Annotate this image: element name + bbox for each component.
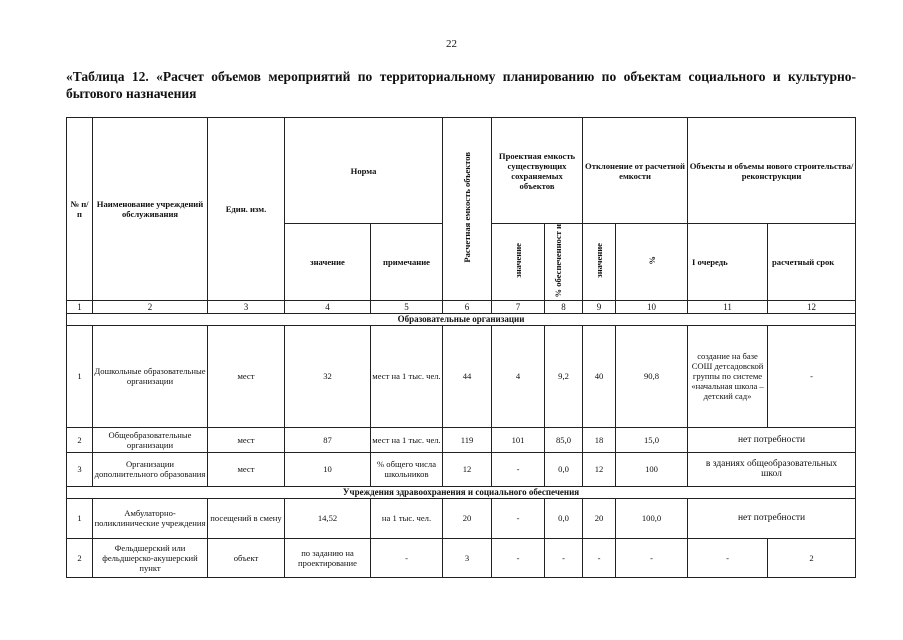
cell-num: 2 (67, 538, 93, 577)
column-number: 11 (688, 300, 768, 313)
cell-unit: мест (208, 325, 285, 427)
cell-calc-term: - (768, 325, 856, 427)
table-title: «Таблица 12. «Расчет объемов мероприятий по территориальному планированию по объектам социального и культурно-бытового назначения (66, 69, 856, 101)
header-calc-capacity: Расчетная емкость объектов (443, 118, 492, 301)
column-number: 4 (285, 300, 371, 313)
column-number: 12 (768, 300, 856, 313)
header-pc-value: значение (492, 224, 545, 301)
column-number: 7 (492, 300, 545, 313)
column-number: 10 (616, 300, 688, 313)
cell-pc-value: - (492, 452, 545, 486)
planning-table (66, 117, 856, 578)
cell-pc-value: - (492, 538, 545, 577)
cell-dev-value: - (583, 538, 616, 577)
cell-dev-value: 18 (583, 427, 616, 452)
cell-norm-note: мест на 1 тыс. чел. (371, 427, 443, 452)
header-norm-note: примечание (371, 224, 443, 301)
cell-norm-note: мест на 1 тыс. чел. (371, 325, 443, 427)
cell-num: 2 (67, 427, 93, 452)
column-number: 9 (583, 300, 616, 313)
cell-num: 1 (67, 498, 93, 538)
cell-pc-value: 4 (492, 325, 545, 427)
cell-name: Дошкольные образовательные организации (93, 325, 208, 427)
cell-pc-value: 101 (492, 427, 545, 452)
cell-calc: 20 (443, 498, 492, 538)
column-number: 2 (93, 300, 208, 313)
cell-pc-percent: 85,0 (545, 427, 583, 452)
header-num: № п/п (67, 118, 93, 301)
cell-dev-value: 12 (583, 452, 616, 486)
cell-norm-value: 10 (285, 452, 371, 486)
cell-calc: 12 (443, 452, 492, 486)
cell-merged: в зданиях общеобразовательных школ (688, 452, 856, 486)
cell-name: Организации дополнительного образования (93, 452, 208, 486)
header-deviation: Отклонение от расчетной емкости (583, 118, 688, 224)
column-number: 8 (545, 300, 583, 313)
header-first-stage: I очередь (688, 224, 768, 301)
cell-norm-value: 14,52 (285, 498, 371, 538)
cell-pc-percent: - (545, 538, 583, 577)
table-row (67, 452, 856, 486)
cell-dev-value: 40 (583, 325, 616, 427)
cell-norm-value: 87 (285, 427, 371, 452)
cell-unit: мест (208, 427, 285, 452)
cell-pc-value: - (492, 498, 545, 538)
section-title: Учреждения здравоохранения и социального обеспечения (67, 486, 856, 498)
table-row (67, 325, 856, 427)
cell-norm-value: по заданию на проектирование (285, 538, 371, 577)
cell-num: 3 (67, 452, 93, 486)
cell-norm-value: 32 (285, 325, 371, 427)
cell-unit: посещений в смену (208, 498, 285, 538)
cell-merged: нет потребности (688, 498, 856, 538)
header-unit: Един. изм. (208, 118, 285, 301)
cell-dev-value: 20 (583, 498, 616, 538)
cell-first-stage: создание на базе СОШ детсадовской группы по системе «начальная школа – детский сад» (688, 325, 768, 427)
cell-pc-percent: 0,0 (545, 498, 583, 538)
column-number: 3 (208, 300, 285, 313)
section-title: Образовательные организации (67, 313, 856, 325)
cell-norm-note: на 1 тыс. чел. (371, 498, 443, 538)
cell-pc-percent: 0,0 (545, 452, 583, 486)
table-row (67, 427, 856, 452)
cell-calc: 119 (443, 427, 492, 452)
cell-merged: нет потребности (688, 427, 856, 452)
table-row (67, 498, 856, 538)
cell-name: Общеобразовательные организации (93, 427, 208, 452)
cell-calc-term: 2 (768, 538, 856, 577)
header-project-capacity: Проектная емкость существующих сохраняемых объектов (492, 118, 583, 224)
header-row-1 (67, 118, 856, 224)
column-number: 6 (443, 300, 492, 313)
cell-first-stage: - (688, 538, 768, 577)
cell-name: Фельдшерский или фельдшерско-акушерский пункт (93, 538, 208, 577)
header-calc-term: расчетный срок (768, 224, 856, 301)
header-pc-percent: % обеспеченност и (545, 224, 583, 301)
cell-calc: 3 (443, 538, 492, 577)
cell-pc-percent: 9,2 (545, 325, 583, 427)
table-row (67, 538, 856, 577)
page-number: 22 (446, 38, 457, 50)
header-name: Наименование учреждений обслуживания (93, 118, 208, 301)
cell-num: 1 (67, 325, 93, 427)
header-dev-percent: % (616, 224, 688, 301)
cell-unit: мест (208, 452, 285, 486)
section-header-health (67, 486, 856, 498)
cell-norm-note: - (371, 538, 443, 577)
section-header-education (67, 313, 856, 325)
header-dev-value: значение (583, 224, 616, 301)
cell-calc: 44 (443, 325, 492, 427)
cell-name: Амбулаторно-поликлинические учреждения (93, 498, 208, 538)
column-number: 1 (67, 300, 93, 313)
cell-dev-percent: 90,8 (616, 325, 688, 427)
cell-dev-percent: - (616, 538, 688, 577)
header-norm-value: значение (285, 224, 371, 301)
cell-unit: объект (208, 538, 285, 577)
column-numbers-row (67, 300, 856, 313)
cell-dev-percent: 15,0 (616, 427, 688, 452)
header-new-objects: Объекты и объемы нового строительства/реконструкции (688, 118, 856, 224)
header-norm: Норма (285, 118, 443, 224)
cell-dev-percent: 100 (616, 452, 688, 486)
cell-norm-note: % общего числа школьников (371, 452, 443, 486)
cell-dev-percent: 100,0 (616, 498, 688, 538)
column-number: 5 (371, 300, 443, 313)
